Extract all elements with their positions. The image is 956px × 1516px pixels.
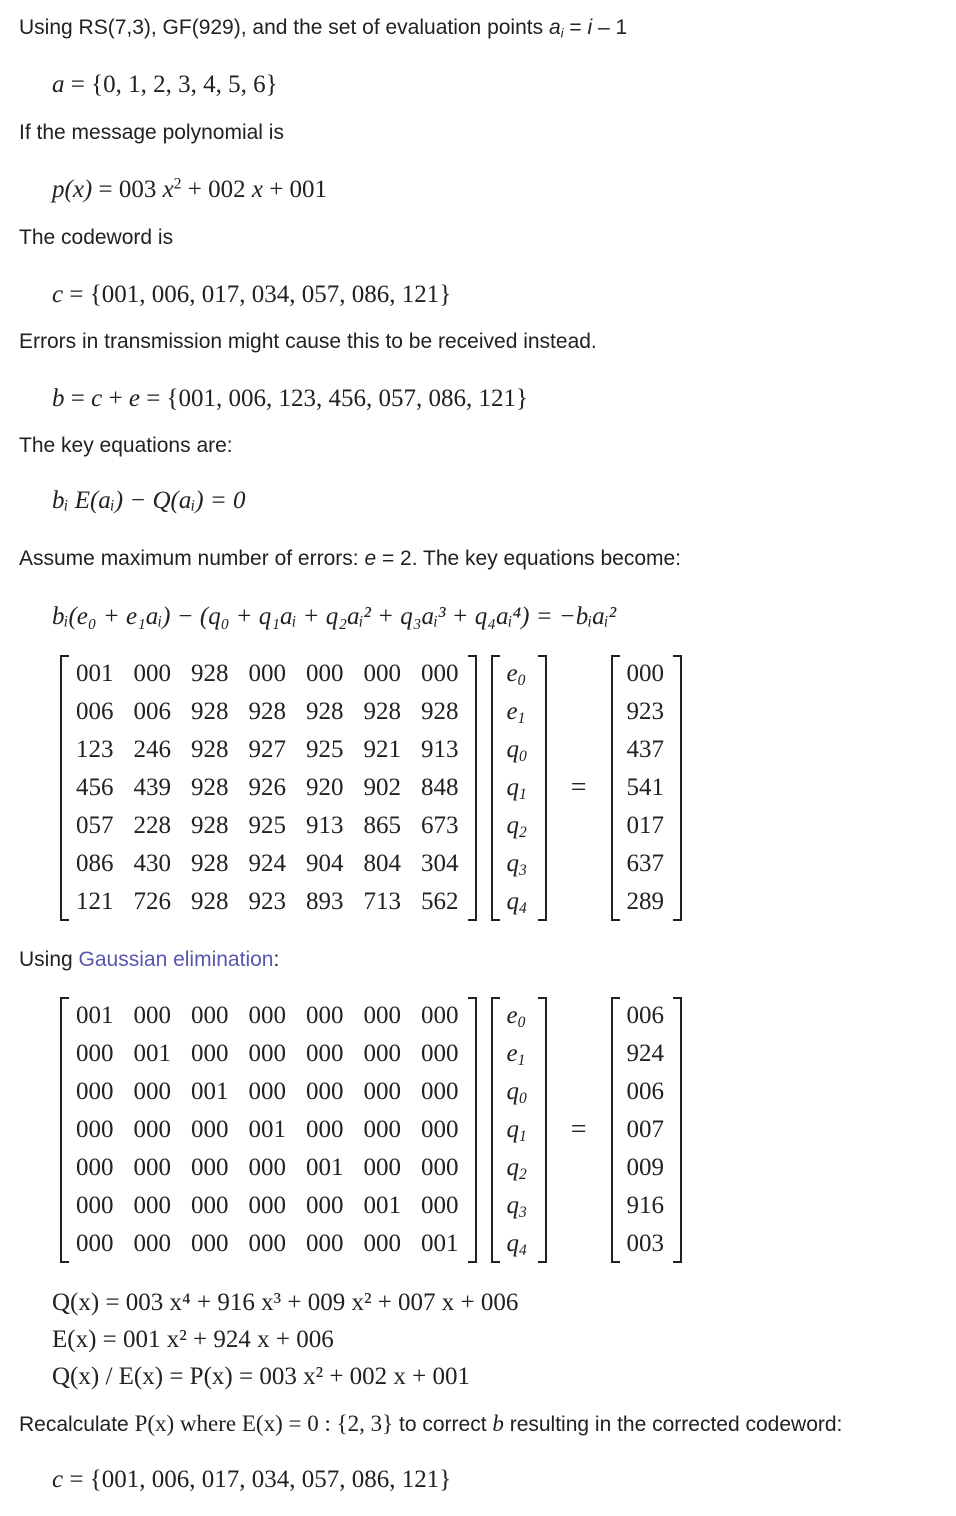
matrix-cell: 000: [133, 1192, 171, 1219]
matrix-cell: 000: [248, 1154, 286, 1181]
matrix-row: [68, 769, 469, 807]
matrix-cell: 923: [248, 888, 286, 915]
unknown-variable: $e_1$: [506, 698, 526, 727]
matrix-row: [68, 1035, 469, 1073]
matrix-row: [68, 655, 469, 693]
matrix-row: [68, 845, 469, 883]
rhs-value: 637: [626, 850, 665, 877]
matrix-cell: 925: [248, 812, 286, 839]
rhs-value: 541: [626, 774, 665, 801]
codeword-label: The codeword is: [19, 226, 174, 249]
matrix-cell: 439: [133, 774, 171, 801]
matrix-cell: 000: [306, 1116, 344, 1143]
matrix-cell: 000: [421, 660, 459, 687]
rhs-vector-1: [611, 655, 683, 921]
matrix-cell: 000: [133, 1230, 171, 1257]
matrix-cell: 006: [76, 698, 114, 725]
linear-system-1: [60, 655, 682, 921]
matrix-cell: 456: [76, 774, 114, 801]
equals-sign: =: [570, 1114, 587, 1145]
rhs-value: 006: [626, 1078, 665, 1105]
matrix-cell: 921: [363, 736, 401, 763]
matrix-row: [68, 807, 469, 845]
expanded-equation: bᵢ(e₀ + e₁aᵢ) − (q₀ + q₁aᵢ + q₂aᵢ² + q₃aᵢ³ + q₄aᵢ⁴) = −bᵢaᵢ²: [52, 603, 617, 630]
matrix-cell: 123: [76, 736, 114, 763]
matrix-cell: 920: [306, 774, 344, 801]
matrix-cell: 000: [421, 1154, 459, 1181]
coefficient-matrix-1: [60, 655, 477, 921]
rhs-value: 006: [626, 1002, 665, 1029]
matrix-row: [68, 883, 469, 921]
matrix-cell: 000: [76, 1154, 114, 1181]
gaussian-elimination-link[interactable]: Gaussian elimination: [78, 948, 274, 971]
matrix-cell: 430: [133, 850, 171, 877]
matrix-cell: 000: [191, 1040, 229, 1067]
matrix-cell: 928: [421, 698, 459, 725]
matrix-cell: 928: [191, 850, 229, 877]
matrix-cell: 121: [76, 888, 114, 915]
rhs-value: 017: [626, 812, 665, 839]
matrix-cell: 000: [133, 1154, 171, 1181]
matrix-cell: 000: [248, 1230, 286, 1257]
matrix-cell: 000: [306, 660, 344, 687]
unknown-variable: $q_2$: [506, 1154, 527, 1183]
matrix-cell: 928: [363, 698, 401, 725]
matrix-cell: 726: [133, 888, 171, 915]
matrix-cell: 000: [306, 1230, 344, 1257]
matrix-cell: 000: [191, 1002, 229, 1029]
matrix-cell: 000: [133, 1002, 171, 1029]
matrix-cell: 001: [76, 660, 114, 687]
rhs-value: 007: [626, 1116, 665, 1143]
matrix-cell: 000: [363, 1230, 401, 1257]
matrix-cell: 057: [76, 812, 114, 839]
matrix-cell: 228: [133, 812, 171, 839]
unknown-variable: $q_1$: [506, 774, 527, 803]
unknown-variable: $q_3$: [506, 1192, 527, 1221]
coefficient-matrix-2: [60, 997, 477, 1263]
matrix-cell: 000: [191, 1230, 229, 1257]
matrix-cell: 006: [133, 698, 171, 725]
matrix-cell: 000: [306, 1192, 344, 1219]
matrix-cell: 000: [306, 1002, 344, 1029]
matrix-cell: 713: [363, 888, 401, 915]
matrix-cell: 928: [191, 888, 229, 915]
matrix-cell: 000: [421, 1078, 459, 1105]
intro-text: Using RS(7,3), GF(929), and the set of evaluation points: [19, 16, 544, 39]
matrix-cell: 000: [248, 1040, 286, 1067]
matrix-cell: 000: [76, 1078, 114, 1105]
unknowns-vector-1: [491, 655, 547, 921]
key-equation: bᵢ E(aᵢ) − Q(aᵢ) = 0: [52, 487, 246, 514]
codeword-set: c = {001, 006, 017, 034, 057, 086, 121}: [52, 281, 452, 308]
corrected-codeword: c = {001, 006, 017, 034, 057, 086, 121}: [52, 1466, 452, 1493]
matrix-cell: 000: [76, 1192, 114, 1219]
matrix-cell: 000: [133, 1078, 171, 1105]
matrix-cell: 804: [363, 850, 401, 877]
e-polynomial: E(x) = 001 x² + 924 x + 006: [52, 1326, 334, 1353]
matrix-cell: 913: [306, 812, 344, 839]
matrix-cell: 246: [133, 736, 171, 763]
matrix-cell: 928: [191, 698, 229, 725]
matrix-cell: 928: [191, 774, 229, 801]
matrix-cell: 848: [421, 774, 459, 801]
unknown-variable: $e_0$: [506, 1002, 526, 1031]
matrix-cell: 000: [421, 1002, 459, 1029]
rhs-value: 924: [626, 1040, 665, 1067]
matrix-row: [68, 693, 469, 731]
unknown-variable: $e_1$: [506, 1040, 526, 1069]
matrix-cell: 000: [363, 1154, 401, 1181]
matrix-cell: 001: [363, 1192, 401, 1219]
matrix-cell: 001: [248, 1116, 286, 1143]
matrix-cell: 000: [248, 660, 286, 687]
message-label: If the message polynomial is: [19, 121, 284, 144]
matrix-cell: 927: [248, 736, 286, 763]
eval-point-formula: $a_i$: [548, 16, 564, 41]
matrix-cell: 000: [306, 1040, 344, 1067]
matrix-cell: 000: [191, 1116, 229, 1143]
assume-label: Assume maximum number of errors: e = 2. The key equations become:: [19, 547, 682, 570]
matrix-cell: 001: [306, 1154, 344, 1181]
matrix-cell: 000: [76, 1040, 114, 1067]
matrix-cell: 928: [191, 660, 229, 687]
matrix-row: [68, 997, 469, 1035]
matrix-cell: 000: [421, 1192, 459, 1219]
matrix-cell: 000: [133, 660, 171, 687]
rhs-value: 009: [626, 1154, 665, 1181]
unknowns-vector-2: [491, 997, 547, 1263]
matrix-cell: 562: [421, 888, 459, 915]
matrix-row: [68, 1187, 469, 1225]
matrix-cell: 000: [363, 660, 401, 687]
unknown-variable: $q_4$: [506, 888, 527, 917]
matrix-cell: 928: [248, 698, 286, 725]
matrix-cell: 928: [191, 736, 229, 763]
matrix-cell: 000: [248, 1192, 286, 1219]
matrix-cell: 924: [248, 850, 286, 877]
unknown-variable: $q_0$: [506, 1078, 527, 1107]
matrix-cell: 000: [363, 1116, 401, 1143]
matrix-cell: 001: [76, 1002, 114, 1029]
matrix-row: [68, 1073, 469, 1111]
matrix-cell: 893: [306, 888, 344, 915]
rhs-value: 437: [626, 736, 665, 763]
matrix-cell: 001: [421, 1230, 459, 1257]
matrix-cell: 865: [363, 812, 401, 839]
unknown-variable: $q_1$: [506, 1116, 527, 1145]
matrix-cell: 000: [248, 1002, 286, 1029]
rhs-value: 916: [626, 1192, 665, 1219]
unknown-variable: $q_2$: [506, 812, 527, 841]
gaussian-label: Using Gaussian elimination:: [19, 948, 280, 971]
rhs-value: 923: [626, 698, 665, 725]
recalc-label: Recalculate P(x) where E(x) = 0 : {2, 3} to correct b resulting in the corrected codeword:: [19, 1411, 843, 1436]
matrix-cell: 000: [363, 1040, 401, 1067]
matrix-cell: 928: [306, 698, 344, 725]
matrix-cell: 902: [363, 774, 401, 801]
message-polynomial: p(x) = 003 $x^2 + 002$ x + 001: [52, 175, 328, 203]
matrix-row: [68, 1149, 469, 1187]
unknown-variable: $q_4$: [506, 1230, 527, 1259]
matrix-cell: 925: [306, 736, 344, 763]
matrix-cell: 904: [306, 850, 344, 877]
matrix-cell: 926: [248, 774, 286, 801]
matrix-row: [68, 1225, 469, 1263]
matrix-cell: 000: [76, 1230, 114, 1257]
matrix-cell: 001: [191, 1078, 229, 1105]
received-set: b = c + e = {001, 006, 123, 456, 057, 086, 121}: [52, 385, 529, 412]
matrix-cell: 673: [421, 812, 459, 839]
equals-sign: =: [570, 772, 587, 803]
rhs-vector-2: [611, 997, 683, 1263]
p-polynomial: Q(x) / E(x) = P(x) = 003 x² + 002 x + 001: [52, 1363, 471, 1390]
matrix-cell: 000: [363, 1078, 401, 1105]
unknown-variable: $q_3$: [506, 850, 527, 879]
unknown-variable: $e_0$: [506, 660, 526, 689]
matrix-cell: 928: [191, 812, 229, 839]
matrix-cell: 913: [421, 736, 459, 763]
matrix-cell: 000: [76, 1116, 114, 1143]
matrix-cell: 086: [76, 850, 114, 877]
key-label: The key equations are:: [19, 434, 233, 457]
matrix-row: [68, 731, 469, 769]
eval-points-set: a = {0, 1, 2, 3, 4, 5, 6}: [52, 71, 278, 98]
rhs-value: 003: [626, 1230, 665, 1257]
matrix-cell: 001: [133, 1040, 171, 1067]
rhs-value: 000: [626, 660, 665, 687]
matrix-cell: 000: [191, 1192, 229, 1219]
matrix-cell: 000: [421, 1040, 459, 1067]
matrix-cell: 304: [421, 850, 459, 877]
errors-label: Errors in transmission might cause this to be received instead.: [19, 330, 597, 353]
matrix-cell: 000: [248, 1078, 286, 1105]
matrix-cell: 000: [363, 1002, 401, 1029]
matrix-cell: 000: [133, 1116, 171, 1143]
matrix-row: [68, 1111, 469, 1149]
rhs-value: 289: [626, 888, 665, 915]
matrix-cell: 000: [306, 1078, 344, 1105]
unknown-variable: $q_0$: [506, 736, 527, 765]
intro-paragraph: Using RS(7,3), GF(929), and the set of evaluation points $a_i = i - 1$: [19, 16, 628, 41]
q-polynomial: Q(x) = 003 x⁴ + 916 x³ + 009 x² + 007 x + 006: [52, 1289, 519, 1316]
matrix-cell: 000: [421, 1116, 459, 1143]
matrix-cell: 000: [191, 1154, 229, 1181]
linear-system-2: [60, 997, 682, 1263]
